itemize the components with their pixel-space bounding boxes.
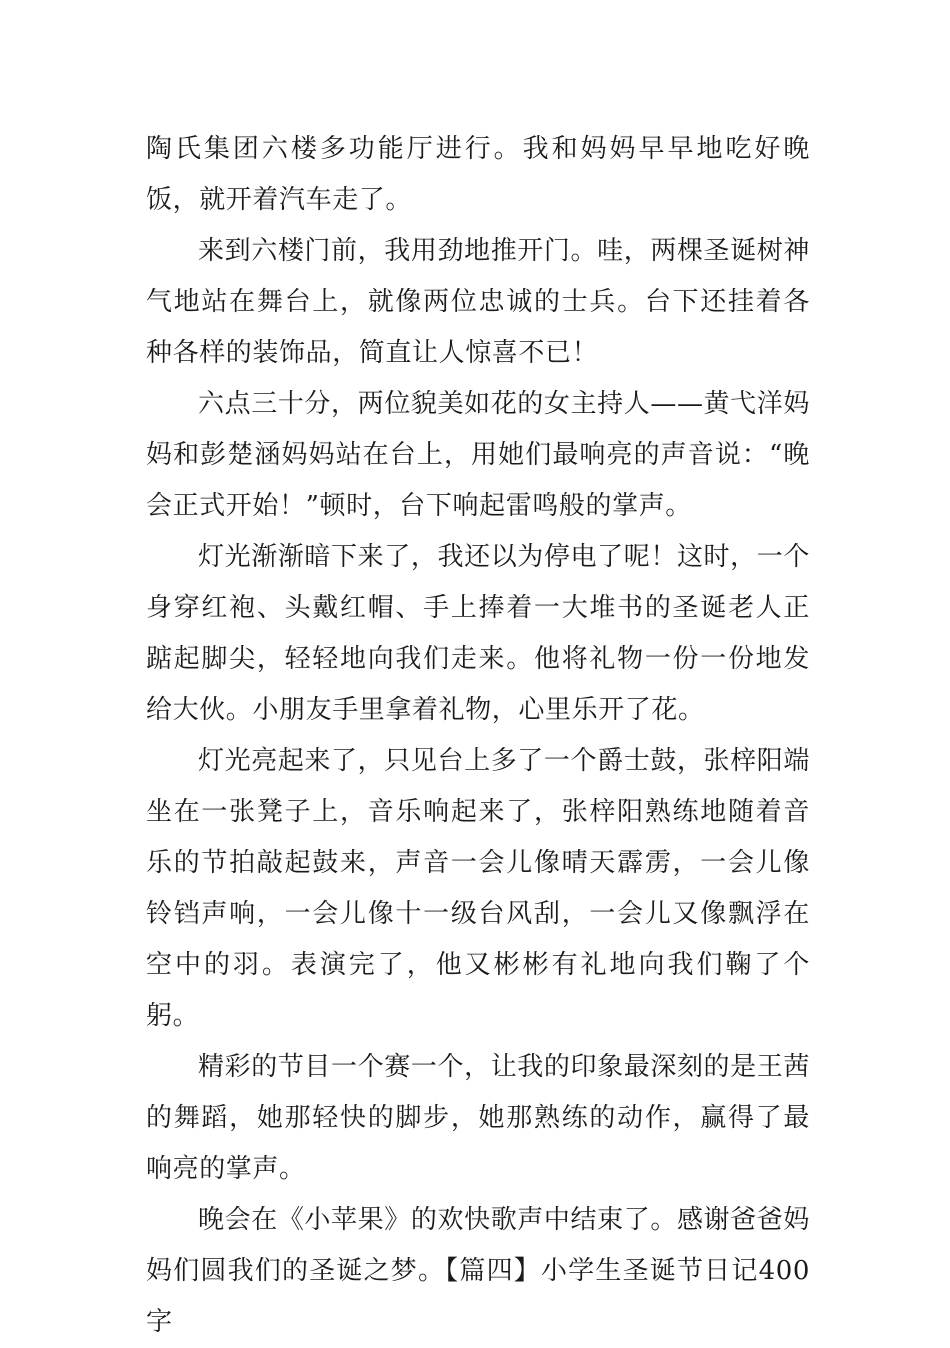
article-body [146, 124, 810, 1348]
paragraph: 灯光渐渐暗下来了，我还以为停电了呢！这时，一个身穿红袍、头戴红帽、手上捧着一大堆书的圣诞老人正踮起脚尖，轻轻地向我们走来。他将礼物一份一份地发给大伙。小朋友手里拿着礼物，心里乐开了花。 [146, 542, 810, 725]
paragraph: 晚会在《小苹果》的欢快歌声中结束了。感谢爸爸妈妈们圆我们的圣诞之梦。【篇四】小学生圣诞节日记400字 [146, 1205, 810, 1337]
paragraph: 六点三十分，两位貌美如花的女主持人——黄弋洋妈妈和彭楚涵妈妈站在台上，用她们最响亮的声音说：“晚会正式开始！”顿时，台下响起雷鸣般的掌声。 [146, 389, 810, 521]
paragraph: 陶氏集团六楼多功能厅进行。我和妈妈早早地吃好晚饭，就开着汽车走了。 [146, 134, 810, 215]
paragraph: 灯光亮起来了，只见台上多了一个爵士鼓，张梓阳端坐在一张凳子上，音乐响起来了，张梓阳熟练地随着音乐的节拍敲起鼓来，声音一会儿像晴天霹雳，一会儿像铃铛声响，一会儿像十一级台风刮，一会儿又像飘浮在空中的羽。表演完了，他又彬彬有礼地向我们鞠了个躬。 [146, 746, 810, 1031]
paragraph: 来到六楼门前，我用劲地推开门。哇，两棵圣诞树神气地站在舞台上，就像两位忠诚的士兵。台下还挂着各种各样的装饰品，简直让人惊喜不已！ [146, 236, 810, 368]
paragraph: 精彩的节目一个赛一个，让我的印象最深刻的是王茜的舞蹈，她那轻快的脚步，她那熟练的动作，赢得了最响亮的掌声。 [146, 1052, 810, 1184]
